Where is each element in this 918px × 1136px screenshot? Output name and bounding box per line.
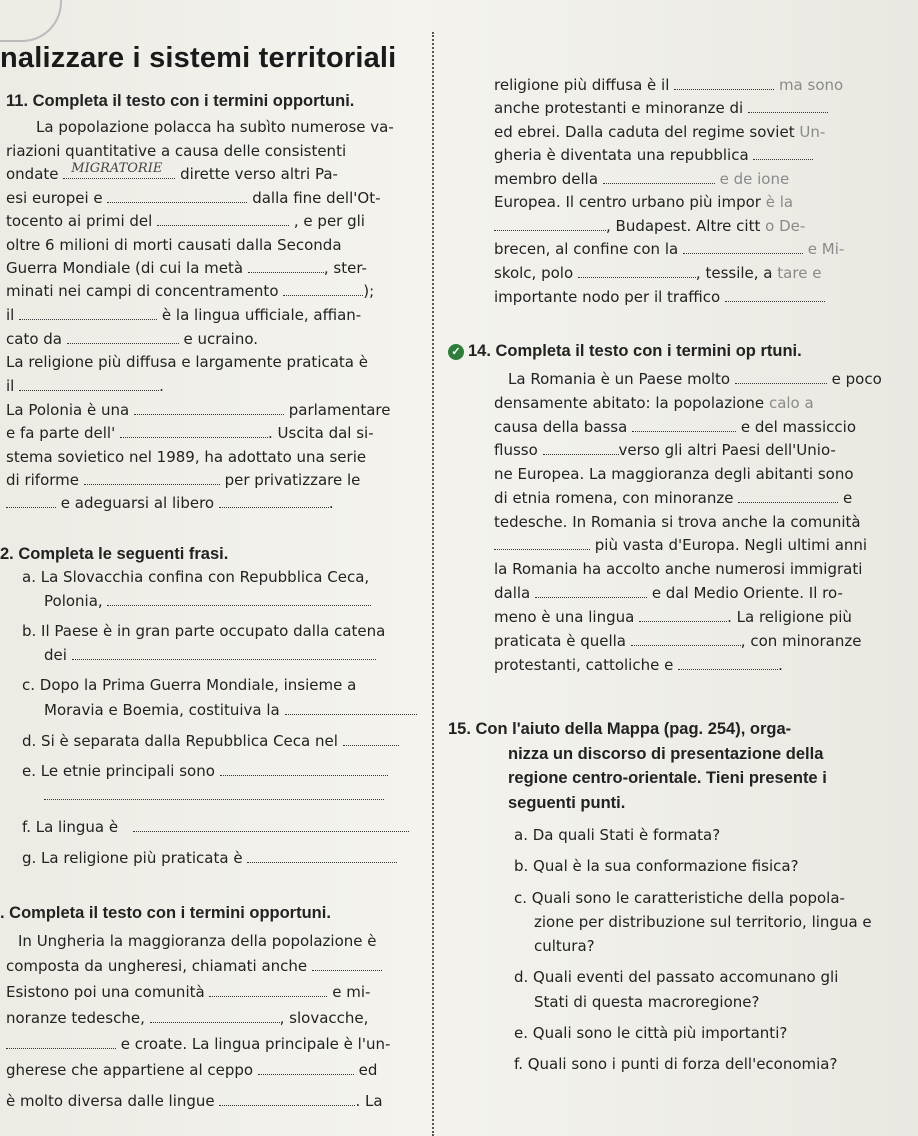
ex12-item-a — [44, 592, 371, 610]
ex13-line — [6, 1035, 390, 1053]
text: e del massiccio — [740, 418, 856, 436]
ex15-point-f: f. Quali sono i punti di forza dell'economia? — [514, 1055, 838, 1073]
text: La Romania è un Paese molto — [508, 370, 731, 388]
fill-blank[interactable] — [639, 609, 727, 622]
ex14-line — [494, 656, 783, 674]
text: Esistono poi una comunità — [6, 983, 205, 1001]
text: ondate — [6, 165, 59, 183]
text: più vasta d'Europa. Negli ultimi anni — [594, 536, 868, 554]
right-top-line — [494, 193, 793, 211]
fill-blank[interactable] — [19, 307, 157, 320]
fill-blank[interactable] — [84, 472, 220, 485]
text: e croate. La lingua principale è l'un- — [120, 1035, 391, 1053]
text: . — [778, 656, 783, 674]
fill-blank[interactable] — [312, 958, 382, 971]
text: , con minoranze — [740, 632, 862, 650]
fill-blank[interactable] — [63, 161, 175, 179]
text: . La — [355, 1092, 383, 1110]
ex14-line — [494, 608, 852, 626]
ex15-point-c: cultura? — [534, 937, 595, 955]
fill-blank[interactable] — [44, 787, 384, 800]
text: il — [6, 306, 15, 324]
text: densamente abitato: la popolazione — [494, 394, 765, 412]
text: , tessile, a — [695, 264, 773, 282]
fill-blank[interactable] — [543, 442, 619, 455]
fill-blank[interactable] — [67, 331, 179, 344]
fill-blank[interactable] — [134, 402, 284, 415]
text: di riforme — [6, 471, 79, 489]
text: ione — [757, 170, 790, 188]
exercise-15-title: 15. Con l'aiuto della Mappa (pag. 254), orga- — [448, 720, 792, 738]
exercise-13-title: . Completa il testo con i termini opportuni. — [0, 904, 331, 922]
handwritten-answer: MIGRATORIE — [71, 161, 163, 176]
fill-blank[interactable] — [678, 657, 778, 670]
fill-blank[interactable] — [285, 702, 417, 715]
fill-blank[interactable] — [748, 100, 828, 113]
ex14-line — [494, 536, 867, 554]
text: ed — [358, 1061, 378, 1079]
right-top-line — [494, 76, 843, 94]
ex15-point-c: zione per distribuzione sul territorio, lingua e — [534, 913, 872, 931]
text: dirette verso altri Pa- — [180, 165, 338, 183]
checkmark-icon: ✓ — [448, 344, 464, 360]
text: praticata è quella — [494, 632, 626, 650]
text: anche protestanti e minoranze di — [494, 99, 744, 117]
fill-blank[interactable] — [120, 425, 268, 438]
text: skolc, polo — [494, 264, 574, 282]
fill-blank[interactable] — [603, 171, 715, 184]
text: . La religione più — [727, 608, 852, 626]
fill-blank[interactable] — [150, 1010, 280, 1023]
text: importante nodo per il traffico — [494, 288, 721, 306]
text: cato da — [6, 330, 62, 348]
ex11-line — [6, 471, 360, 489]
ex11-line: riazioni quantitative a causa delle consistenti — [6, 142, 347, 160]
right-top-line — [494, 99, 828, 117]
text: membro della — [494, 170, 599, 188]
ex13-line — [6, 983, 370, 1001]
text: . — [159, 377, 164, 395]
ex14-line: la Romania ha accolto anche numerosi immigrati — [494, 560, 863, 578]
text: . — [328, 494, 334, 512]
ex11-line — [6, 494, 334, 512]
fill-blank[interactable] — [343, 733, 399, 746]
text: è la — [765, 193, 794, 211]
right-top-line — [494, 123, 825, 141]
ex14-line — [494, 394, 814, 412]
ex13-line: In Ungheria la maggioranza della popolazione è — [18, 932, 377, 950]
ex11-line — [6, 377, 164, 395]
text: Un- — [799, 123, 826, 141]
fill-blank[interactable] — [674, 77, 774, 90]
exercise-14-title — [448, 342, 802, 360]
text: e de — [719, 170, 753, 188]
fill-blank[interactable] — [247, 850, 397, 863]
ex11-line: oltre 6 milioni di morti causati dalla Seconda — [6, 236, 342, 254]
fill-blank[interactable] — [735, 371, 827, 384]
text: tare e — [777, 264, 822, 282]
fill-blank[interactable] — [157, 213, 289, 226]
ex13-line — [6, 1009, 368, 1027]
text: gheria è diventata una repubblica — [494, 146, 749, 164]
text: dei — [44, 646, 67, 664]
right-top-line — [494, 288, 825, 306]
ex14-line — [494, 418, 856, 436]
ex12-item-c — [44, 701, 417, 719]
text: meno è una lingua — [494, 608, 635, 626]
text: minati nei campi di concentramento — [6, 282, 279, 300]
exercise-15-title: regione centro-orientale. Tieni presente i — [508, 769, 827, 787]
ex14-line — [494, 584, 843, 602]
text: causa della bassa — [494, 418, 628, 436]
text: religione più diffusa è il — [494, 76, 670, 94]
ex13-line — [6, 957, 382, 975]
ex12-item-c: c. Dopo la Prima Guerra Mondiale, insieme a — [22, 676, 357, 694]
text: Guerra Mondiale (di cui la metà — [6, 259, 244, 277]
column-divider — [432, 32, 434, 1136]
fill-blank[interactable] — [738, 490, 838, 503]
text: La Polonia è una — [6, 401, 130, 419]
ex11-line: La popolazione polacca ha subìto numerose va- — [36, 118, 394, 136]
page-title: nalizzare i sistemi territoriali — [0, 42, 397, 74]
text: e. Le etnie principali sono — [22, 762, 215, 780]
text: , e per gli — [293, 212, 365, 230]
ex12-item-e — [22, 762, 388, 780]
text: sono — [807, 76, 844, 94]
ex15-point-d: Stati di questa macroregione? — [534, 993, 760, 1011]
text: g. La religione più praticata è — [22, 849, 243, 867]
fill-blank[interactable] — [631, 633, 741, 646]
fill-blank[interactable] — [6, 1036, 116, 1049]
ex11-line — [6, 306, 361, 324]
text: Europea. Il centro urbano più impor — [494, 193, 761, 211]
text: il — [6, 377, 15, 395]
fill-blank[interactable] — [219, 495, 329, 508]
ex11-line: stema sovietico nel 1989, ha adottato una serie — [6, 448, 367, 466]
exercise-15-title: nizza un discorso di presentazione della — [508, 745, 824, 763]
text: ma — [778, 76, 803, 94]
text: Polonia, — [44, 592, 103, 610]
right-top-line — [494, 264, 821, 282]
text: verso gli altri Paesi dell'Unio- — [618, 441, 836, 459]
fill-blank[interactable] — [725, 289, 825, 302]
exercise-15-title: seguenti punti. — [508, 794, 626, 812]
right-top-line — [494, 240, 844, 258]
ex12-item-e-continued — [44, 786, 384, 804]
fill-blank[interactable] — [494, 537, 590, 550]
ex11-line — [6, 282, 374, 300]
ex12-item-b: b. Il Paese è in gran parte occupato dalla catena — [22, 622, 386, 640]
ex14-line — [494, 489, 852, 507]
text: protestanti, cattoliche e — [494, 656, 674, 674]
right-top-line — [494, 170, 789, 188]
text: ); — [363, 282, 375, 300]
fill-blank[interactable] — [683, 241, 803, 254]
ex15-point-d: d. Quali eventi del passato accomunano gli — [514, 968, 839, 986]
fill-blank[interactable] — [535, 585, 647, 598]
text: , Budapest. Altre citt — [606, 217, 761, 235]
ex12-item-b — [44, 646, 376, 664]
ex11-line — [6, 330, 258, 348]
text: Moravia e Boemia, costituiva la — [44, 701, 280, 719]
text: noranze tedesche, — [6, 1009, 145, 1027]
fill-blank[interactable] — [632, 419, 736, 432]
text: è la lingua ufficiale, affian- — [161, 306, 362, 324]
fill-blank[interactable] — [219, 1093, 355, 1106]
ex15-point-a: a. Da quali Stati è formata? — [514, 826, 721, 844]
text: brecen, al confine con la — [494, 240, 679, 258]
fill-blank[interactable] — [107, 593, 371, 606]
text: e — [842, 489, 853, 507]
ex14-line — [494, 632, 861, 650]
text: , slovacche, — [279, 1009, 369, 1027]
text: di etnia romena, con minoranze — [494, 489, 734, 507]
ex11-line — [6, 189, 381, 207]
fill-blank[interactable] — [133, 819, 409, 832]
ex11-line — [6, 424, 374, 442]
ex12-item-d — [22, 732, 399, 750]
ex11-line — [6, 401, 390, 419]
ex12-item-f — [22, 818, 409, 836]
fill-blank[interactable] — [72, 647, 376, 660]
text: è molto diversa dalle lingue — [6, 1092, 215, 1110]
ex12-item-g — [22, 849, 397, 867]
text: e poco — [831, 370, 882, 388]
fill-blank[interactable] — [753, 147, 813, 160]
fill-blank[interactable] — [6, 495, 56, 508]
ex15-point-c: c. Quali sono le caratteristiche della popola- — [514, 889, 845, 907]
ex13-line — [6, 1092, 383, 1110]
ex13-line — [6, 1061, 377, 1079]
text: e Mi- — [807, 240, 845, 258]
ex15-point-b: b. Qual è la sua conformazione fisica? — [514, 857, 799, 875]
text: per privatizzare le — [224, 471, 361, 489]
ex11-line — [6, 212, 365, 230]
text: e fa parte dell' — [6, 424, 116, 442]
fill-blank[interactable] — [578, 265, 696, 278]
text: e adeguarsi al libero — [60, 494, 215, 512]
text: ed ebrei. Dalla caduta del regime soviet — [494, 123, 795, 141]
exercise-11-title: 11. Completa il testo con i termini opportuni. — [6, 92, 355, 110]
ex15-point-e: e. Quali sono le città più importanti? — [514, 1024, 788, 1042]
text: d. Si è separata dalla Repubblica Ceca nel — [22, 732, 338, 750]
text: dalla fine dell'Ot- — [252, 189, 381, 207]
text: , ster- — [323, 259, 367, 277]
text: e dal Medio Oriente. Il ro- — [651, 584, 843, 602]
ex12-item-a: a. La Slovacchia confina con Repubblica Ceca, — [22, 568, 370, 586]
fill-blank[interactable] — [19, 378, 159, 391]
fill-blank[interactable] — [494, 218, 606, 231]
fill-blank[interactable] — [258, 1062, 354, 1075]
text: e mi- — [332, 983, 371, 1001]
right-top-line — [494, 146, 813, 164]
right-top-line — [494, 217, 805, 235]
ex14-line: ne Europea. La maggioranza degli abitanti sono — [494, 465, 854, 483]
fill-blank[interactable] — [209, 984, 327, 997]
text: o De- — [765, 217, 806, 235]
fill-blank[interactable] — [107, 190, 247, 203]
text: . Uscita dal si- — [268, 424, 374, 442]
text: f. La lingua è — [22, 818, 119, 836]
fill-blank[interactable] — [283, 283, 363, 296]
ex11-line — [6, 259, 367, 277]
ex11-line — [6, 161, 338, 183]
ex14-line — [508, 370, 882, 388]
title-text: 14. Completa il testo con i termini op rtuni. — [468, 342, 802, 360]
text: dalla — [494, 584, 531, 602]
text: esi europei e — [6, 189, 103, 207]
text: flusso — [494, 441, 538, 459]
corner-decoration — [0, 0, 62, 42]
ex14-line: tedesche. In Romania si trova anche la comunità — [494, 513, 861, 531]
ex14-line — [494, 441, 836, 459]
exercise-12-title: 2. Completa le seguenti frasi. — [0, 545, 229, 563]
text: gherese che appartiene al ceppo — [6, 1061, 254, 1079]
text: e ucraino. — [183, 330, 259, 348]
ex11-line: La religione più diffusa e largamente praticata è — [6, 353, 368, 371]
text: composta da ungheresi, chiamati anche — [6, 957, 308, 975]
fill-blank[interactable] — [248, 260, 324, 273]
fill-blank[interactable] — [220, 763, 388, 776]
text: calo a — [768, 394, 814, 412]
text: tocento ai primi del — [6, 212, 153, 230]
text: parlamentare — [288, 401, 391, 419]
